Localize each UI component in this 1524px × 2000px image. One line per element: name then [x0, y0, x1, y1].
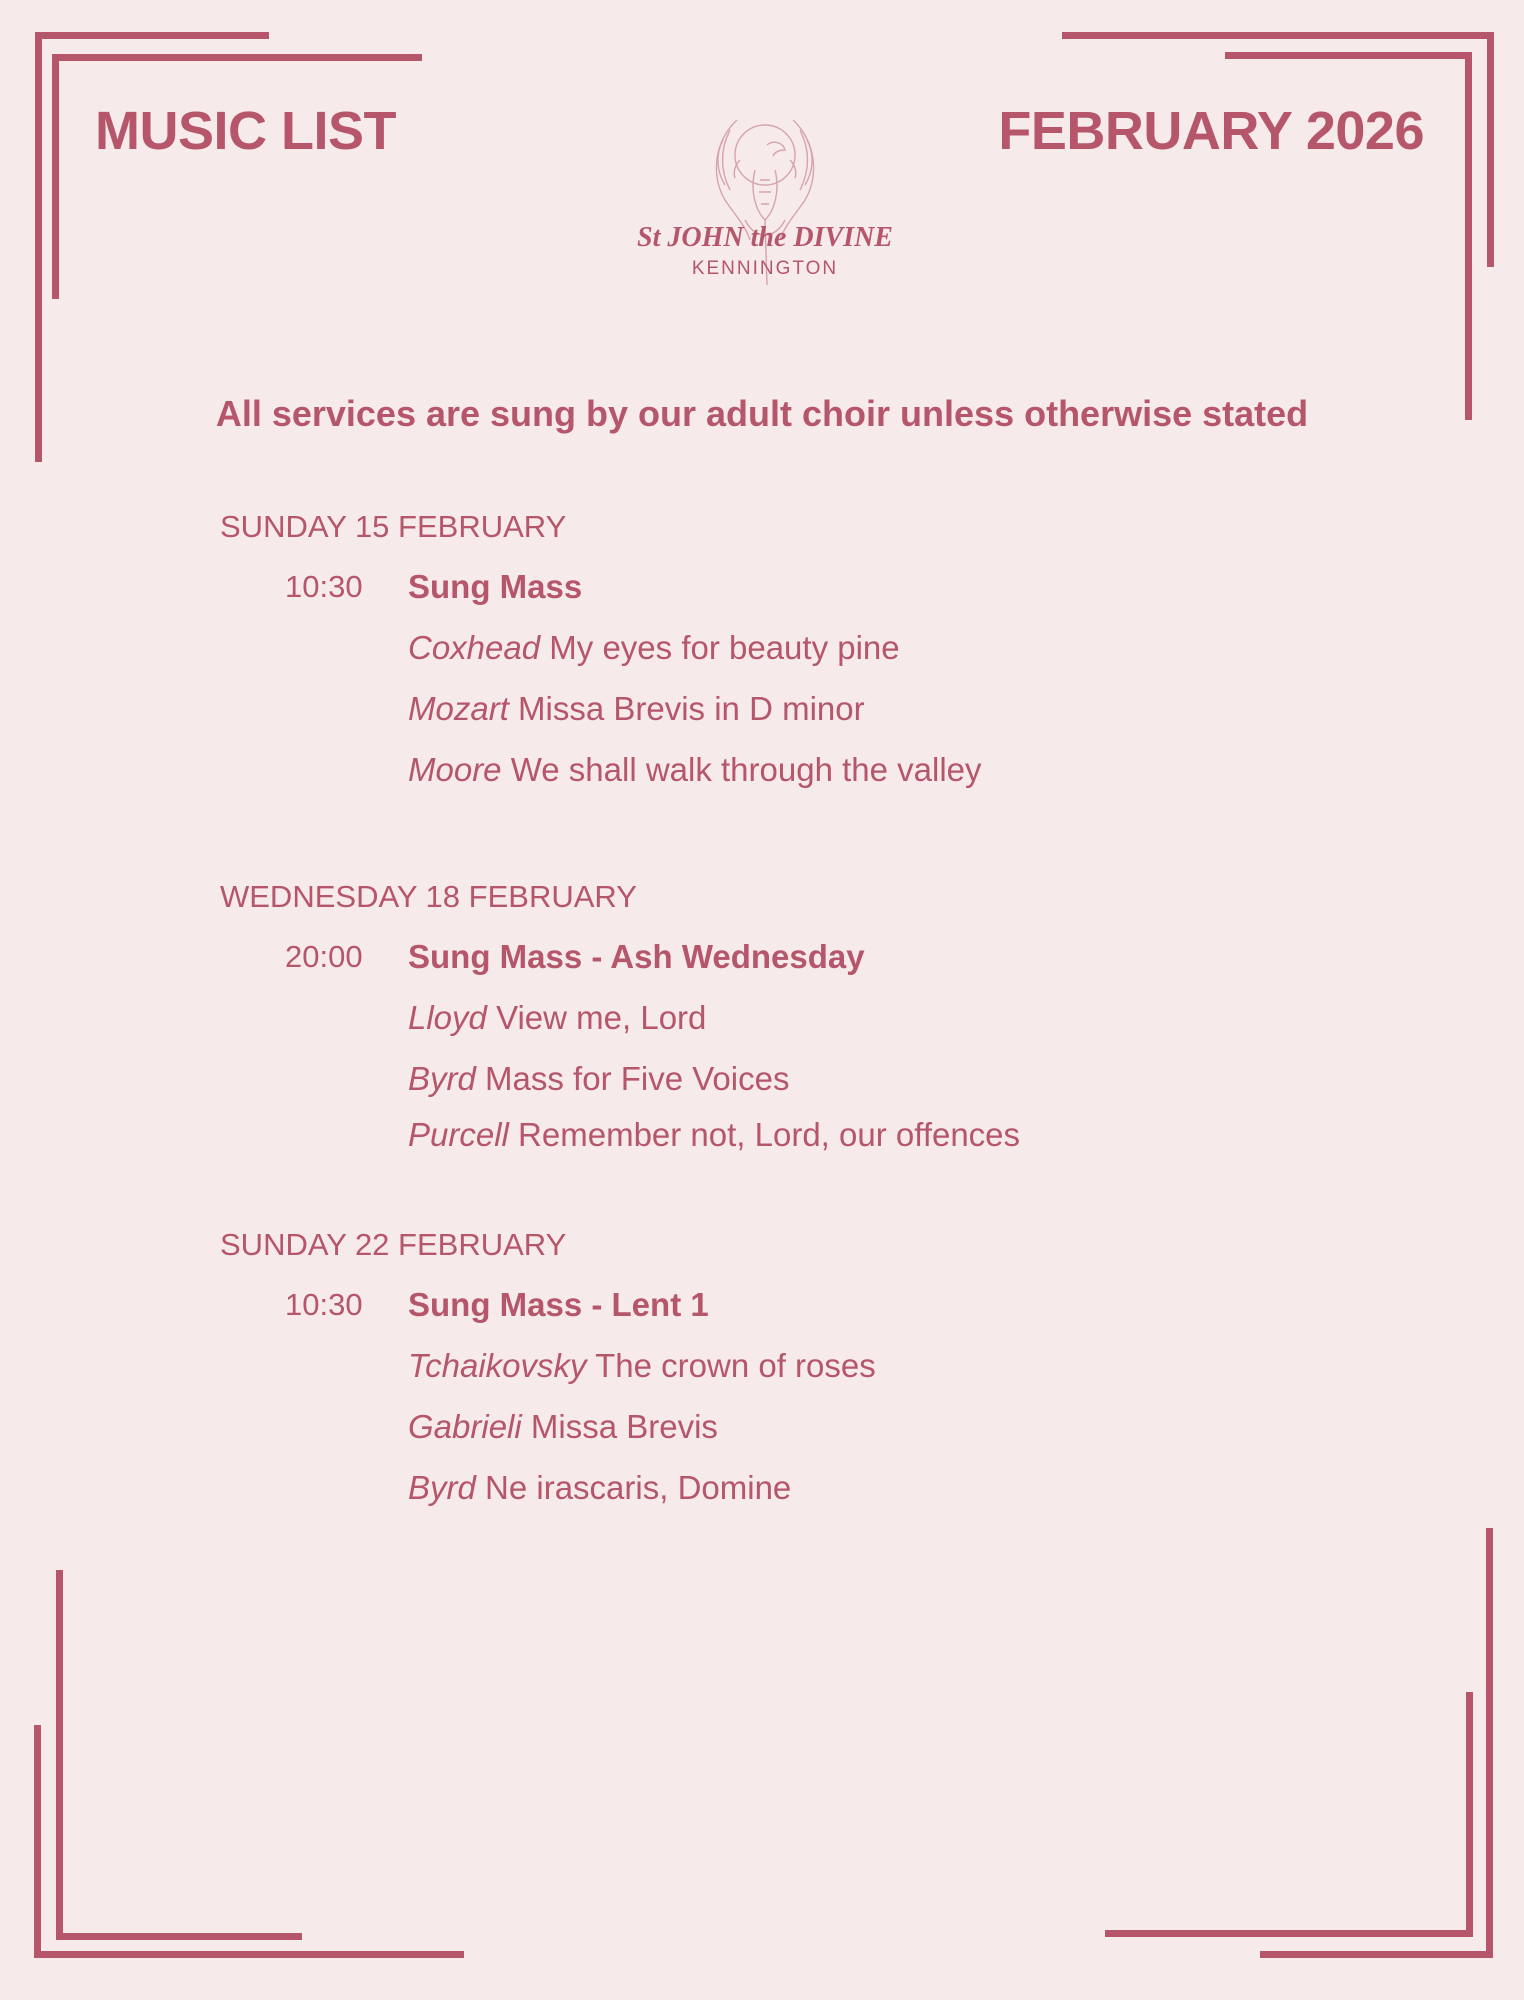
music-item — [220, 626, 1420, 687]
service-title: Sung Mass - Ash Wednesday — [408, 938, 865, 975]
church-name: St JOHN the DIVINE — [637, 222, 893, 253]
service-title: Sung Mass - Lent 1 — [408, 1286, 709, 1323]
composer: Mozart — [408, 690, 509, 727]
work-title: Missa Brevis in D minor — [518, 690, 865, 727]
service-header-row — [220, 1283, 1420, 1344]
service-header-row — [220, 565, 1420, 626]
service-day: WEDNESDAY 18 FEBRUARY — [220, 879, 637, 914]
month-title: FEBRUARY 2026 — [998, 101, 1424, 161]
music-item — [220, 1466, 1420, 1527]
work-title: My eyes for beauty pine — [549, 629, 900, 666]
composer: Lloyd — [408, 999, 487, 1036]
page-title: MUSIC LIST — [95, 101, 396, 161]
music-item — [220, 748, 1420, 809]
work-title: View me, Lord — [496, 999, 707, 1036]
music-item — [220, 1118, 1420, 1174]
choir-notice: All services are sung by our adult choir unless otherwise stated — [215, 393, 1309, 434]
service-block — [220, 1223, 1420, 1527]
music-item — [220, 1344, 1420, 1405]
composer: Purcell — [408, 1116, 509, 1153]
service-day: SUNDAY 22 FEBRUARY — [220, 1227, 567, 1262]
composer: Coxhead — [408, 629, 541, 666]
work-title: Missa Brevis — [530, 1408, 718, 1445]
service-header-row — [220, 935, 1420, 996]
music-item — [220, 687, 1420, 748]
service-block — [220, 505, 1420, 809]
composer: Gabrieli — [408, 1408, 522, 1445]
composer: Moore — [408, 751, 502, 788]
composer: Byrd — [408, 1060, 476, 1097]
composer: Tchaikovsky — [408, 1347, 587, 1384]
composer: Byrd — [408, 1469, 476, 1506]
music-item — [220, 1057, 1420, 1118]
work-title: Remember not, Lord, our offences — [518, 1116, 1021, 1153]
work-title: The crown of roses — [595, 1347, 876, 1384]
service-time: 10:30 — [285, 569, 363, 604]
work-title: Ne irascaris, Domine — [485, 1469, 792, 1506]
service-time: 20:00 — [285, 939, 363, 974]
music-item — [220, 996, 1420, 1057]
service-title: Sung Mass — [408, 568, 583, 605]
service-block — [220, 875, 1420, 1174]
work-title: We shall walk through the valley — [510, 751, 982, 788]
church-location: KENNINGTON — [691, 258, 839, 279]
work-title: Mass for Five Voices — [485, 1060, 790, 1097]
music-item — [220, 1405, 1420, 1466]
service-day: SUNDAY 15 FEBRUARY — [220, 509, 567, 544]
service-time: 10:30 — [285, 1287, 363, 1322]
church-logo — [600, 100, 930, 290]
